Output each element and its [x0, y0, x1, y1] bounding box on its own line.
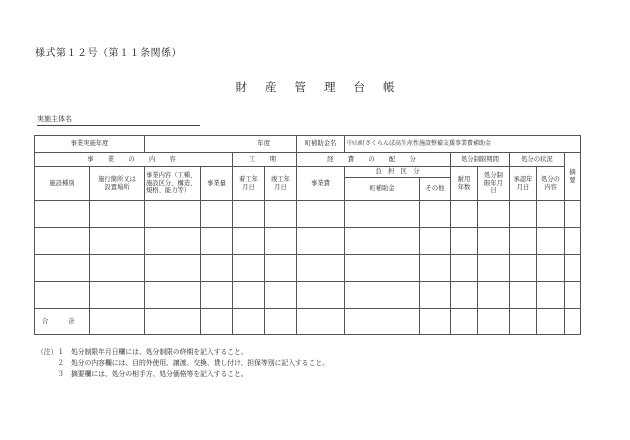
cell[interactable] — [345, 282, 420, 309]
cell[interactable] — [565, 228, 581, 255]
cell[interactable] — [478, 255, 510, 282]
cell[interactable] — [145, 201, 201, 228]
implementing-entity-field[interactable] — [37, 114, 200, 126]
cell[interactable] — [233, 309, 265, 335]
facility-type-header: 施設種別 — [35, 167, 90, 201]
remarks-header: 摘要 — [565, 153, 581, 201]
cell[interactable] — [510, 255, 537, 282]
cell[interactable] — [565, 309, 581, 335]
cell[interactable] — [145, 282, 201, 309]
year-label: 事業実施年度 — [35, 136, 145, 153]
cell[interactable] — [233, 201, 265, 228]
total-label: 合 計 — [35, 309, 90, 335]
title-char: 理 — [324, 80, 336, 94]
cell[interactable] — [451, 201, 478, 228]
business-amount-header: 事業量 — [201, 167, 233, 201]
cell[interactable] — [233, 282, 265, 309]
table-row — [35, 255, 581, 282]
table-row — [35, 201, 581, 228]
cell[interactable] — [451, 309, 478, 335]
cell[interactable] — [510, 201, 537, 228]
town-subsidy-header: 町補助金 — [345, 178, 420, 201]
group-disposal-period: 処分制限期間 — [451, 153, 510, 167]
implementing-entity-label: 実施主体名 — [37, 115, 72, 123]
cell[interactable] — [201, 282, 233, 309]
group-business-content: 事 業 の 内 容 — [35, 153, 233, 167]
cell[interactable] — [345, 201, 420, 228]
subsidy-name-label: 町補助金名 — [297, 136, 345, 153]
title-char: 管 — [294, 80, 306, 94]
cell[interactable] — [537, 309, 565, 335]
burden-category-header: 負 担 区 分 — [345, 167, 451, 178]
cell[interactable] — [90, 282, 145, 309]
cell[interactable] — [297, 282, 345, 309]
form-number: 様式第１２号（第１１条関係） — [35, 48, 182, 59]
cell[interactable] — [451, 255, 478, 282]
table-row — [35, 228, 581, 255]
title-char: 財 — [235, 80, 247, 94]
title-char: 帳 — [383, 80, 395, 94]
cell[interactable] — [345, 228, 420, 255]
cell[interactable] — [510, 309, 537, 335]
cell[interactable] — [35, 282, 90, 309]
cell[interactable] — [510, 282, 537, 309]
header-row-year — [35, 136, 581, 153]
property-ledger-table — [34, 135, 581, 335]
cell[interactable] — [35, 228, 90, 255]
start-date-header: 着工年月日 — [233, 167, 265, 201]
disposal-content-header: 処分の内容 — [537, 167, 565, 201]
cell[interactable] — [420, 282, 451, 309]
header-row-burden — [35, 167, 581, 178]
title-char: 産 — [265, 80, 277, 94]
total-town-subsidy[interactable] — [345, 309, 420, 335]
cell[interactable] — [451, 228, 478, 255]
project-cost-header: 事業費 — [297, 167, 345, 201]
group-expense-allocation: 経 費 の 配 分 — [297, 153, 451, 167]
cell[interactable] — [297, 255, 345, 282]
cell[interactable] — [478, 282, 510, 309]
note-line: （注）１ 処分制限年月日欄には、処分制限の終期を記入すること。 — [37, 348, 248, 356]
completion-date-header: 竣工年月日 — [265, 167, 297, 201]
cell[interactable] — [345, 255, 420, 282]
cell[interactable] — [35, 255, 90, 282]
cell[interactable] — [510, 228, 537, 255]
cell[interactable] — [201, 255, 233, 282]
cell[interactable] — [265, 228, 297, 255]
location-header: 施行箇所又は設置場所 — [90, 167, 145, 201]
cell[interactable] — [265, 255, 297, 282]
cell[interactable] — [297, 201, 345, 228]
cell[interactable] — [565, 282, 581, 309]
header-row-groups — [35, 153, 581, 167]
notes — [37, 347, 329, 380]
cell[interactable] — [420, 255, 451, 282]
cell[interactable] — [233, 228, 265, 255]
cell[interactable] — [35, 201, 90, 228]
cell[interactable] — [420, 228, 451, 255]
cell[interactable] — [565, 255, 581, 282]
cell[interactable] — [297, 228, 345, 255]
cell[interactable] — [201, 228, 233, 255]
useful-life-header: 耐用年数 — [451, 167, 478, 201]
cell[interactable] — [478, 228, 510, 255]
cell[interactable] — [233, 255, 265, 282]
cell[interactable] — [90, 309, 145, 335]
cell[interactable] — [537, 228, 565, 255]
title-char: 台 — [353, 80, 365, 94]
cell[interactable] — [90, 255, 145, 282]
cell[interactable] — [420, 201, 451, 228]
group-construction-period: 工 期 — [233, 153, 297, 167]
page-title — [0, 79, 630, 95]
cell[interactable] — [145, 309, 201, 335]
total-row — [35, 309, 581, 335]
cell[interactable] — [451, 282, 478, 309]
cell[interactable] — [201, 201, 233, 228]
cell[interactable] — [565, 201, 581, 228]
cell[interactable] — [90, 201, 145, 228]
cell[interactable] — [145, 255, 201, 282]
table-row — [35, 282, 581, 309]
other-header: その他 — [420, 178, 451, 201]
group-disposal-status: 処分の状況 — [510, 153, 565, 167]
note-line: ２ 処分の内容欄には、目的外使用、譲渡、交換、貸し付け、担保等別に記入すること。 — [37, 359, 329, 367]
total-project-cost[interactable] — [297, 309, 345, 335]
cell[interactable] — [537, 201, 565, 228]
cell[interactable] — [478, 309, 510, 335]
note-line: ３ 摘要欄には、処分の相手方、処分価格等を記入すること。 — [37, 370, 248, 378]
cell[interactable] — [201, 309, 233, 335]
business-detail-header: 事業内容（工種、施設区分、構造、規格、能力等） — [145, 167, 201, 201]
cell[interactable] — [145, 228, 201, 255]
cell[interactable] — [265, 201, 297, 228]
year-unit: 年度 — [257, 140, 270, 148]
cell[interactable] — [265, 309, 297, 335]
approval-date-header: 承認年月日 — [510, 167, 537, 201]
subsidy-name-value: 中山町さくらんぼ高生産性施設整備支援事業費補助金 — [345, 136, 581, 153]
year-field[interactable] — [145, 136, 297, 153]
total-other[interactable] — [420, 309, 451, 335]
cell[interactable] — [265, 282, 297, 309]
cell[interactable] — [537, 282, 565, 309]
cell[interactable] — [90, 228, 145, 255]
cell[interactable] — [537, 255, 565, 282]
disposal-limit-date-header: 処分制限年月日 — [478, 167, 510, 201]
cell[interactable] — [478, 201, 510, 228]
